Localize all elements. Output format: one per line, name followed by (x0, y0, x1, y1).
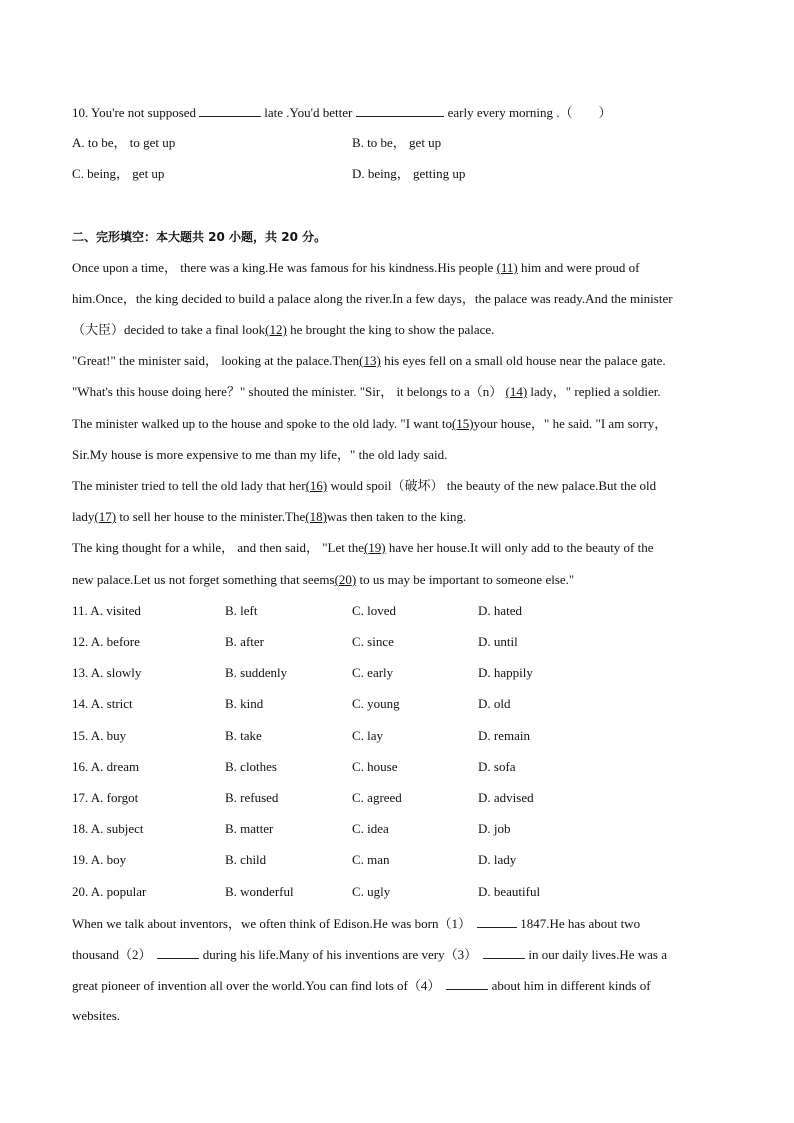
blank-number: (12) (265, 322, 287, 337)
question-row: 12. A. before B. after C. since D. until (72, 634, 518, 649)
q10-text: early every morning .（ (444, 105, 573, 120)
question-row: 20. A. popular B. wonderful C. ugly D. beautiful (72, 884, 541, 899)
answer-blank (157, 946, 199, 959)
q10-text: 10. You're not supposed (72, 105, 197, 120)
passage-line: "What's this house doing here？" shouted the minister. "Sir， it belongs to a（n） (14) lady，" replied a soldier. (72, 384, 661, 399)
question-row: 11. A. visited B. left C. loved D. hated (72, 603, 523, 618)
passage-line: The king thought for a while， and then said， "Let the(19) have her house.It will only add to the beauty of the (72, 540, 654, 555)
blank-number: (18) (305, 509, 327, 524)
answer-blank (199, 104, 261, 117)
passage-line: The minister tried to tell the old lady that her(16) would spoil（破坏） the beauty of the new palace.But the old (72, 478, 657, 493)
question-row: 15. A. buy B. take C. lay D. remain (72, 728, 530, 743)
answer-blank (356, 104, 444, 117)
q10-text: ） (598, 105, 612, 120)
passage-line: The minister walked up to the house and spoke to the old lady. "I want to(15)your house，" he said. "I am sorry， (72, 416, 668, 431)
question-10-stem (72, 104, 612, 121)
passage2-line: When we talk about inventors，we often think of Edison.He was born（1） 1847.He has about two (72, 916, 641, 931)
question-row: 19. A. boy B. child C. man D. lady (72, 852, 517, 867)
blank-number: (19) (363, 540, 386, 555)
passage-line: Once upon a time， there was a king.He was famous for his kindness.His people (11) him and were proud of (72, 260, 640, 275)
section-heading: 二、完形填空：本大题共 20 小题，共 20 分。 (72, 230, 327, 244)
answer-blank (446, 977, 488, 990)
q10-option-a: A. to be， to get up (72, 135, 176, 150)
q10-option-b: B. to be， get up (352, 135, 442, 150)
passage-line: Sir.My house is more expensive to me than my life，" the old lady said. (72, 447, 448, 462)
question-row: 18. A. subject B. matter C. idea D. job (72, 821, 511, 836)
blank-number: (11) (496, 260, 518, 275)
answer-blank (483, 946, 525, 959)
passage-line: （大臣）decided to take a final look(12) he brought the king to show the palace. (72, 322, 495, 337)
q10-text: late .You'd better (261, 105, 353, 120)
question-row: 13. A. slowly B. suddenly C. early D. happily (72, 665, 533, 680)
passage-line: "Great!" the minister said， looking at the palace.Then(13) his eyes fell on a small old house near the palace gate. (72, 353, 666, 368)
passage-line: lady(17) to sell her house to the minister.The(18)was then taken to the king. (72, 509, 467, 524)
question-row: 14. A. strict B. kind C. young D. old (72, 696, 511, 711)
q10-option-d: D. being， getting up (352, 166, 466, 181)
blank-number: (20) (334, 572, 357, 587)
blank-number: (15) (451, 416, 474, 431)
question-row: 16. A. dream B. clothes C. house D. sofa (72, 759, 516, 774)
q10-option-c: C. being， get up (72, 166, 165, 181)
blank-number: (17) (94, 509, 117, 524)
passage2-line: great pioneer of invention all over the world.You can find lots of（4） about him in different kinds of (72, 978, 651, 993)
passage-line: him.Once，the king decided to build a palace along the river.In a few days，the palace was ready.And the minister (72, 291, 673, 306)
blank-number: (14) (505, 384, 528, 399)
answer-blank (477, 915, 517, 928)
passage-line: new palace.Let us not forget something that seems(20) to us may be important to someone else." (72, 572, 575, 587)
blank-number: (13) (359, 353, 381, 368)
question-row: 17. A. forgot B. refused C. agreed D. advised (72, 790, 534, 805)
blank-number: (16) (305, 478, 328, 493)
passage2-line: thousand（2） during his life.Many of his inventions are very（3） in our daily lives.He was a (72, 947, 667, 962)
passage2-line: websites. (72, 1008, 121, 1023)
